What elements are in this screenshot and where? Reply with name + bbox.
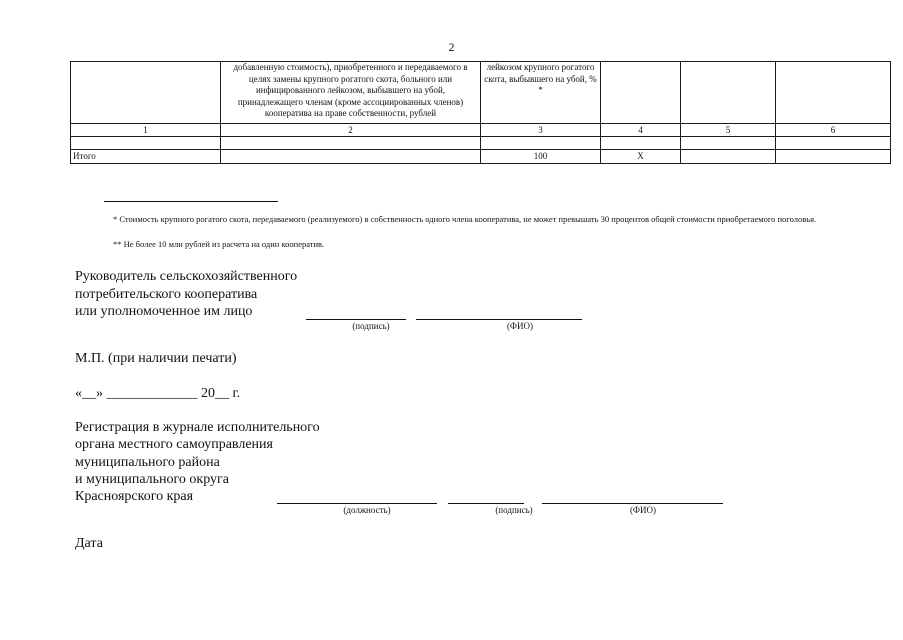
position-line [277, 503, 437, 504]
name-caption: (ФИО) [506, 321, 534, 331]
total-percent: 100 [481, 150, 601, 164]
footnote-separator [104, 201, 278, 202]
column-number: 1 [71, 124, 221, 137]
registration-line-2: органа местного самоуправления [75, 437, 273, 452]
table-cell [221, 137, 481, 150]
signature-line [306, 319, 406, 320]
registration-line-4: и муниципального округа [75, 472, 229, 487]
table-row [71, 137, 891, 150]
date-label: Дата [75, 536, 103, 551]
signer-title-line-2: потребительского кооператива [75, 287, 258, 302]
table-cell [221, 150, 481, 164]
signature-caption: (подпись) [495, 505, 533, 515]
date-line: «__» _____________ 20__ г. [75, 386, 241, 401]
data-table [70, 61, 891, 164]
header-cell-5 [681, 62, 776, 124]
column-number-row [71, 124, 891, 137]
header-cell-4 [601, 62, 681, 124]
header-cell-1 [71, 62, 221, 124]
name-line [416, 319, 582, 320]
header-cell-2: добавленную стоимость), приобретенного и передаваемого в целях замены крупного рогатого скота, больного или инфицированного лейкозом, выбывшего на убой, принадлежащего членам (кроме ассоциированных членов) кооператива на праве собственности, рублей [221, 62, 481, 124]
registration-line-3: муниципального района [75, 455, 220, 470]
total-row [71, 150, 891, 164]
table-cell [776, 137, 891, 150]
table-cell [481, 137, 601, 150]
column-number: 5 [681, 124, 776, 137]
signer-title-line-1: Руководитель сельскохозяйственного [75, 269, 298, 284]
registration-line-1: Регистрация в журнале исполнительного [75, 420, 320, 435]
registration-line-5: Красноярского края [75, 489, 194, 504]
table-cell [681, 150, 776, 164]
page-number: 2 [448, 40, 455, 54]
table-cell [681, 137, 776, 150]
footnote-2: ** Не более 10 млн рублей из расчета на один кооператив. [113, 239, 325, 249]
header-cell-3: лейкозом крупного рогатого скота, выбывшего на убой, % * [481, 62, 601, 124]
signer-title-line-3: или уполномоченное им лицо [75, 304, 253, 319]
column-number: 4 [601, 124, 681, 137]
column-number: 3 [481, 124, 601, 137]
header-cell-6 [776, 62, 891, 124]
signature-caption: (подпись) [352, 321, 390, 331]
column-number: 6 [776, 124, 891, 137]
total-label: Итого [71, 150, 221, 164]
total-col4: Х [601, 150, 681, 164]
name-line [542, 503, 723, 504]
stamp-note: М.П. (при наличии печати) [75, 351, 237, 366]
name-caption: (ФИО) [629, 505, 657, 515]
signature-line [448, 503, 524, 504]
table-cell [776, 150, 891, 164]
table-cell [71, 137, 221, 150]
table-cell [601, 137, 681, 150]
table-header-row [71, 62, 891, 124]
footnote-1: * Стоимость крупного рогатого скота, передаваемого (реализуемого) в собственность одного члена кооператива, не может превышать 30 процентов общей стоимости приобретаемого поголовья. [113, 214, 817, 224]
position-caption: (должность) [343, 505, 391, 515]
column-number: 2 [221, 124, 481, 137]
